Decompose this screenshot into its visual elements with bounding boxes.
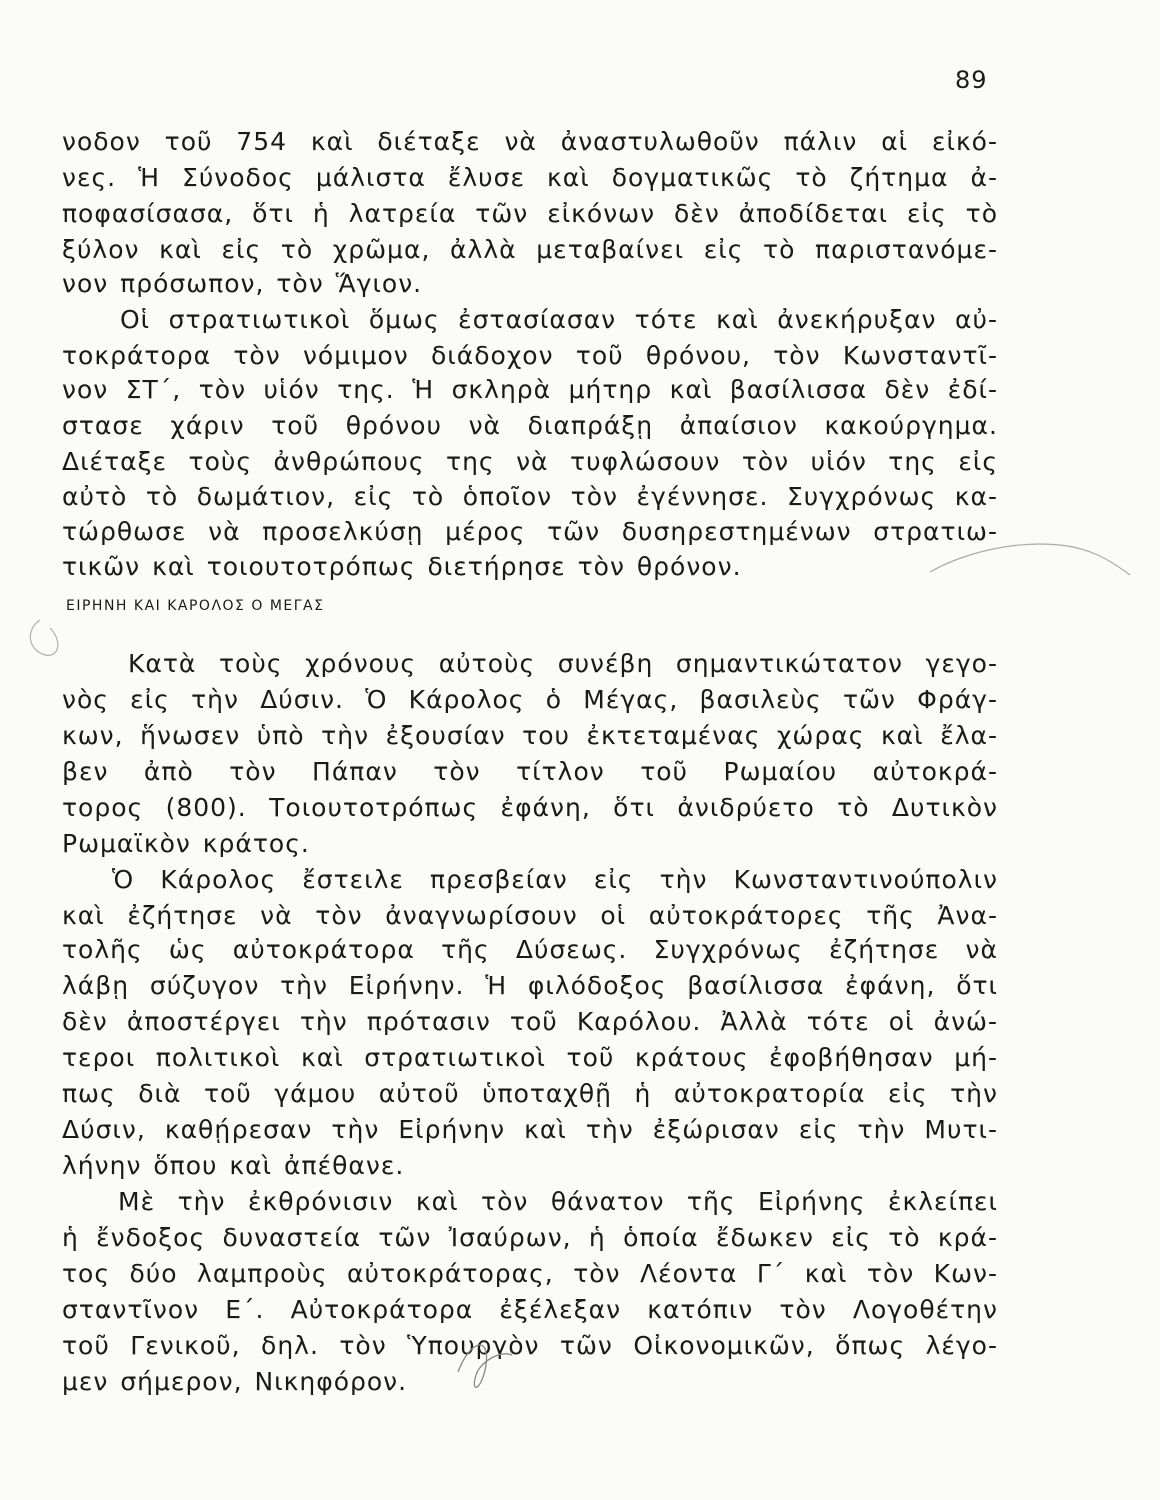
text-line: νον ΣΤ΄, τὸν υἱόν της. Ἡ σκληρὰ μήτηρ καὶ βασίλισσα δὲν ἐδί- [62,375,998,404]
text-line: τος δύο λαμπροὺς αὐτοκράτορας, τὸν Λέοντα Γ΄ καὶ τὸν Κων- [62,1259,998,1288]
text-line: τικῶν καὶ τοιουτοτρόπως διετήρησε τὸν θρόνον. [62,552,742,581]
text-line: ποφασίσασα, ὅτι ἡ λατρεία τῶν εἰκόνων δὲν ἀποδίδεται εἰς τὸ [62,199,998,228]
text-line: σταντῖνον Ε΄. Αὐτοκράτορα ἐξέλεξαν κατόπιν τὸν Λογοθέτην [62,1295,998,1324]
text-line: μεν σήμερον, Νικηφόρον. [62,1367,408,1396]
text-line: τολῆς ὡς αὐτοκράτορα τῆς Δύσεως. Συγχρόνως ἐζήτησε νὰ [62,935,998,964]
text-line: Ὁ Κάρολος ἔστειλε πρεσβείαν εἰς τὴν Κωνσταντινούπολιν [112,865,998,894]
text-line: τοκράτορα τὸν νόμιμον διάδοχον τοῦ θρόνου, τὸν Κωνσταντῖ- [62,341,998,370]
text-line: Δύσιν, καθῄρεσαν τὴν Εἰρήνην καὶ τὴν ἐξώρισαν εἰς τὴν Μυτι- [62,1115,998,1144]
text-line: ξύλον καὶ εἰς τὸ χρῶμα, ἀλλὰ μεταβαίνει εἰς τὸ παριστανόμε- [62,235,998,264]
text-line: Διέταξε τοὺς ἀνθρώπους της νὰ τυφλώσουν τὸν υἱόν της εἰς [62,447,998,476]
text-line: βεν ἀπὸ τὸν Πάπαν τὸν τίτλον τοῦ Ρωμαίου αὐτοκρά- [62,757,998,786]
text-line: Μὲ τὴν ἐκθρόνισιν καὶ τὸν θάνατον τῆς Εἰρήνης ἐκλείπει [118,1187,998,1216]
text-line: τορος (800). Τοιουτοτρόπως ἐφάνη, ὅτι ἀνιδρύετο τὸ Δυτικὸν [62,793,998,822]
text-line: τοῦ Γενικοῦ, δηλ. τὸν Ὑπουργὸν τῶν Οἰκονομικῶν, ὅπως λέγο- [62,1331,998,1360]
text-line: αὐτὸ τὸ δωμάτιον, εἰς τὸ ὁποῖον τὸν ἐγέννησε. Συγχρόνως κα- [62,482,998,511]
text-line: πως διὰ τοῦ γάμου αὐτοῦ ὑποταχθῇ ἡ αὐτοκρατορία εἰς τὴν [62,1079,998,1108]
pencil-squiggle-top [930,544,1130,575]
text-line: Ρωμαϊκὸν κράτος. [62,829,310,858]
text-line: δὲν ἀποστέργει τὴν πρότασιν τοῦ Καρόλου. Ἀλλὰ τότε οἱ ἀνώ- [62,1007,998,1036]
text-line: λήνην ὅπου καὶ ἀπέθανε. [62,1151,405,1180]
text-line: λάβῃ σύζυγον τὴν Εἰρήνην. Ἡ φιλόδοξος βασίλισσα ἐφάνη, ὅτι [62,971,998,1000]
text-line: νον πρόσωπον, τὸν Ἅγιον. [62,269,423,298]
text-line: νες. Ἡ Σύνοδος μάλιστα ἔλυσε καὶ δογματικῶς τὸ ζήτημα ἀ- [62,163,998,192]
text-line: στασε χάριν τοῦ θρόνου νὰ διαπράξῃ ἀπαίσιον κακούργημα. [62,411,998,440]
pencil-squiggle-left [30,620,57,655]
text-line: κων, ἥνωσεν ὑπὸ τὴν ἐξουσίαν του ἐκτεταμένας χώρας καὶ ἔλα- [62,721,998,750]
text-line: καὶ ἐζήτησε νὰ τὸν ἀναγνωρίσουν οἱ αὐτοκράτορες τῆς Ἀνα- [62,901,998,930]
section-heading: ΕΙΡΗΝΗ ΚΑΙ ΚΑΡΟΛΟΣ Ο ΜΕΓΑΣ [66,598,325,614]
text-line: νοδον τοῦ 754 καὶ διέταξε νὰ ἀναστυλωθοῦν πάλιν αἱ εἰκό- [62,127,998,156]
text-line: ἡ ἔνδοξος δυναστεία τῶν Ἰσαύρων, ἡ ὁποία ἔδωκεν εἰς τὸ κρά- [62,1223,998,1252]
text-line: τώρθωσε νὰ προσελκύσῃ μέρος τῶν δυσηρεστημένων στρατιω- [62,517,998,546]
page-number: 89 [955,66,988,94]
text-line: Οἱ στρατιωτικοὶ ὅμως ἐστασίασαν τότε καὶ ἀνεκήρυξαν αὐ- [120,305,998,334]
text-line: Κατὰ τοὺς χρόνους αὐτοὺς συνέβη σημαντικώτατον γεγο- [128,649,998,678]
text-line: τεροι πολιτικοὶ καὶ στρατιωτικοὶ τοῦ κράτους ἐφοβήθησαν μή- [62,1043,998,1072]
text-line: νὸς εἰς τὴν Δύσιν. Ὁ Κάρολος ὁ Μέγας, βασιλεὺς τῶν Φράγ- [62,685,998,714]
